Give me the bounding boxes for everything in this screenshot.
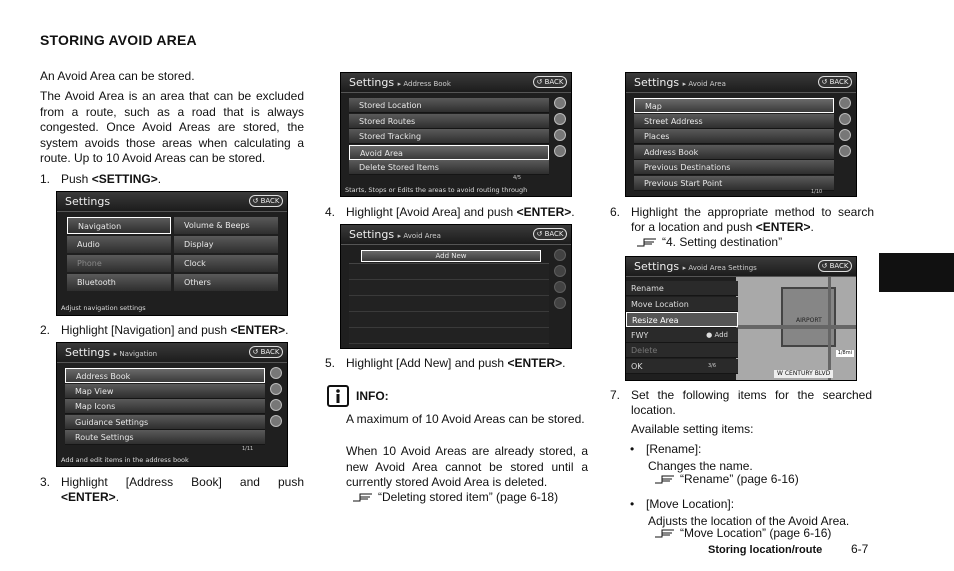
reference-hand-icon: [654, 527, 676, 539]
menu-move-location[interactable]: Move Location: [626, 297, 738, 312]
menu-fwy[interactable]: [626, 328, 738, 343]
breadcrumb: ▸ Avoid Area: [682, 80, 726, 88]
step-punct: .: [571, 205, 575, 219]
reference-hand-icon: [352, 491, 374, 503]
page-indicator: 4/5: [513, 175, 522, 181]
menu-ok-label: OK: [631, 361, 643, 371]
scroll-up-icon[interactable]: [554, 113, 566, 125]
available-items-label: Available setting items:: [631, 422, 754, 436]
step-text: Highlight [Address Book] and push: [61, 475, 304, 489]
step-punct: .: [562, 356, 566, 370]
empty-list: [349, 263, 549, 350]
item-rename-reference: [654, 472, 799, 488]
menu-guidance-settings[interactable]: Guidance Settings: [65, 415, 265, 430]
scroll-buttons[interactable]: [270, 367, 283, 431]
menu-others[interactable]: Others: [174, 274, 278, 291]
scroll-up-icon: [554, 265, 566, 277]
screen-title: [349, 76, 451, 90]
step-punct: .: [810, 220, 814, 234]
step-number: 1.: [40, 172, 51, 186]
menu-audio[interactable]: Audio: [67, 236, 171, 253]
scroll-buttons[interactable]: [839, 97, 852, 161]
menu-stored-routes[interactable]: Stored Routes: [349, 114, 549, 129]
menu-resize-area[interactable]: Resize Area: [626, 312, 738, 327]
screen-title-text: Settings: [65, 346, 111, 359]
back-icon: ↺: [252, 197, 261, 205]
step-6-reference: [636, 235, 782, 251]
page-heading: STORING AVOID AREA: [40, 32, 197, 48]
back-label: BACK: [829, 262, 849, 270]
menu-volume-beeps[interactable]: Volume & Beeps: [174, 217, 278, 234]
back-icon: ↺: [536, 78, 545, 86]
step-text: Highlight [Avoid Area] and push: [346, 205, 517, 219]
item-rename-desc: Changes the name.: [648, 459, 753, 473]
screen-title: [634, 260, 757, 274]
reference-text: “Move Location” (page 6-16): [680, 526, 832, 540]
key-name: <ENTER>: [755, 220, 811, 234]
step-punct: .: [285, 323, 289, 337]
menu-map-view[interactable]: Map View: [65, 384, 265, 399]
breadcrumb: ▸ Navigation: [113, 350, 158, 358]
menu-rename[interactable]: Rename: [626, 281, 738, 296]
intro-line: An Avoid Area can be stored.: [40, 69, 195, 83]
menu-delete[interactable]: Delete: [626, 343, 738, 358]
menu-street-address[interactable]: Street Address: [634, 114, 834, 129]
breadcrumb: ▸ Avoid Area Settings: [682, 264, 757, 272]
screen-title: [349, 228, 441, 242]
scroll-top-icon[interactable]: [554, 97, 566, 109]
step-number: 5.: [325, 356, 336, 370]
screen-title-text: Settings: [349, 228, 395, 241]
info-reference: [352, 490, 558, 506]
screen-title: [65, 346, 157, 360]
screen-settings: [56, 191, 288, 316]
item-move-location-reference: [654, 526, 831, 542]
reference-text: “Deleting stored item” (page 6-18): [378, 490, 559, 504]
page-number: 6-7: [851, 542, 869, 556]
step-number: 4.: [325, 205, 336, 219]
screen-footer: Adjust navigation settings: [61, 303, 146, 312]
scroll-bottom-icon[interactable]: [270, 415, 282, 427]
scroll-up-icon[interactable]: [270, 383, 282, 395]
menu-ok[interactable]: [626, 359, 738, 374]
scroll-down-icon: [554, 281, 566, 293]
back-icon: ↺: [252, 348, 261, 356]
item-rename-name: • [Rename]:: [646, 442, 701, 458]
scroll-up-icon[interactable]: [839, 113, 851, 125]
page-indicator: 1/11: [242, 446, 254, 452]
menu-navigation[interactable]: Navigation: [67, 217, 171, 234]
fwy-option-label: Add: [714, 330, 728, 339]
scroll-buttons: [554, 249, 567, 313]
key-name: <ENTER>: [507, 356, 563, 370]
scroll-bottom-icon: [554, 297, 566, 309]
map-scale: 1/8mi: [837, 350, 852, 356]
back-label: BACK: [260, 197, 280, 205]
menu-delete-stored-items[interactable]: Delete Stored Items: [349, 160, 549, 175]
back-label: BACK: [544, 78, 564, 86]
radio-icon: ●: [706, 330, 715, 339]
section-tab: [879, 253, 954, 292]
reference-text: “4. Setting destination”: [662, 235, 783, 249]
screen-title: Settings: [65, 195, 111, 208]
back-label: BACK: [260, 348, 280, 356]
scroll-top-icon[interactable]: [270, 367, 282, 379]
scroll-bottom-icon[interactable]: [839, 145, 851, 157]
step-number: 6.: [610, 205, 621, 219]
screen-avoid-area: [340, 224, 572, 349]
scroll-top-icon[interactable]: [839, 97, 851, 109]
back-label: BACK: [829, 78, 849, 86]
step-number: 3.: [40, 475, 51, 489]
step-text: Highlight the appropriate method to search for a location and push: [631, 205, 874, 234]
menu-map[interactable]: Map: [634, 98, 834, 113]
step-punct: .: [157, 172, 162, 186]
back-button[interactable]: [818, 260, 852, 272]
screen-avoid-area-method: [625, 72, 857, 197]
menu-avoid-area[interactable]: Avoid Area: [349, 145, 549, 160]
scroll-down-icon[interactable]: [839, 129, 851, 141]
menu-stored-tracking[interactable]: Stored Tracking: [349, 129, 549, 144]
reference-text: “Rename” (page 6-16): [680, 472, 799, 486]
menu-stored-location[interactable]: Stored Location: [349, 98, 549, 113]
breadcrumb: ▸ Address Book: [397, 80, 451, 88]
scroll-down-icon[interactable]: [270, 399, 282, 411]
step-text: Push: [61, 172, 92, 186]
screen-navigation-settings: [56, 342, 288, 467]
menu-phone[interactable]: Phone: [67, 255, 171, 272]
info-icon: [327, 385, 349, 407]
key-name: <SETTING>: [91, 172, 158, 186]
info-paragraph-2: When 10 Avoid Areas are already stored, a new Avoid Area cannot be stored until a currently stored Avoid Area is deleted.: [346, 444, 588, 489]
footer-section: Storing location/route: [708, 544, 823, 556]
menu-places[interactable]: Places: [634, 129, 834, 144]
step-number: 2.: [40, 323, 51, 337]
menu-route-settings[interactable]: Route Settings: [65, 430, 265, 445]
step-text: Set the following items for the searched location.: [631, 388, 872, 417]
step-3-line: [61, 475, 304, 490]
reference-hand-icon: [654, 473, 676, 485]
screen-footer: Add and edit items in the address book: [61, 455, 189, 464]
menu-previous-start-point[interactable]: Previous Start Point: [634, 176, 834, 191]
back-button[interactable]: [533, 228, 567, 240]
map-label: AIRPORT: [796, 317, 822, 324]
info-paragraph-1: A maximum of 10 Avoid Areas can be stored.: [346, 412, 585, 426]
page-indicator: 1/10: [811, 189, 823, 195]
screen-title-text: Settings: [349, 76, 395, 89]
screen-footer: Starts, Stops or Edits the areas to avoid routing through: [345, 185, 528, 194]
menu-clock[interactable]: Clock: [174, 255, 278, 272]
add-new-button[interactable]: Add New: [361, 250, 541, 262]
step-punct: .: [115, 490, 120, 504]
back-button[interactable]: [818, 76, 852, 88]
intro-paragraph: The Avoid Area is an area that can be excluded from a route, such as a road that is always congested. Once Avoid Areas are stored, the system avoids those areas when calculating a route. Up to 10 Avoid Areas can be stored.: [40, 89, 304, 165]
reference-hand-icon: [636, 236, 658, 248]
screen-avoid-area-settings: [625, 256, 857, 381]
menu-address-book[interactable]: Address Book: [634, 145, 834, 160]
page-indicator: 3/6: [708, 362, 717, 369]
back-button[interactable]: [249, 346, 283, 358]
breadcrumb: ▸ Avoid Area: [397, 232, 441, 240]
menu-display[interactable]: Display: [174, 236, 278, 253]
scroll-bottom-icon[interactable]: [554, 145, 566, 157]
scroll-down-icon[interactable]: [554, 129, 566, 141]
key-name: <ENTER>: [61, 490, 116, 504]
step-text: Highlight [Add New] and push: [346, 356, 508, 370]
key-name: <ENTER>: [230, 323, 286, 337]
back-button[interactable]: [533, 76, 567, 88]
back-icon: ↺: [536, 230, 545, 238]
screen-title-text: Settings: [634, 76, 680, 89]
screen-title-text: Settings: [634, 260, 680, 273]
screen-title: [634, 76, 726, 90]
info-title: INFO:: [356, 389, 389, 403]
menu-bluetooth[interactable]: Bluetooth: [67, 274, 171, 291]
back-button[interactable]: [249, 195, 283, 207]
step-text: Highlight [Navigation] and push: [61, 323, 231, 337]
menu-fwy-label: FWY: [631, 330, 649, 340]
menu-address-book[interactable]: Address Book: [65, 368, 265, 383]
scroll-top-icon: [554, 249, 566, 261]
back-icon: ↺: [821, 262, 830, 270]
menu-map-icons[interactable]: Map Icons: [65, 399, 265, 414]
back-label: BACK: [544, 230, 564, 238]
map-street-name: W CENTURY BLVD: [774, 370, 833, 378]
menu-previous-destinations[interactable]: Previous Destinations: [634, 160, 834, 175]
item-move-location-name: • [Move Location]:: [646, 497, 734, 513]
key-name: <ENTER>: [516, 205, 572, 219]
fwy-option[interactable]: [706, 328, 728, 343]
item-move-location-desc: Adjusts the location of the Avoid Area.: [648, 514, 850, 528]
step-number: 7.: [610, 388, 621, 402]
scroll-buttons[interactable]: [554, 97, 567, 161]
back-icon: ↺: [821, 78, 830, 86]
screen-address-book: [340, 72, 572, 197]
map-view[interactable]: [736, 277, 856, 380]
